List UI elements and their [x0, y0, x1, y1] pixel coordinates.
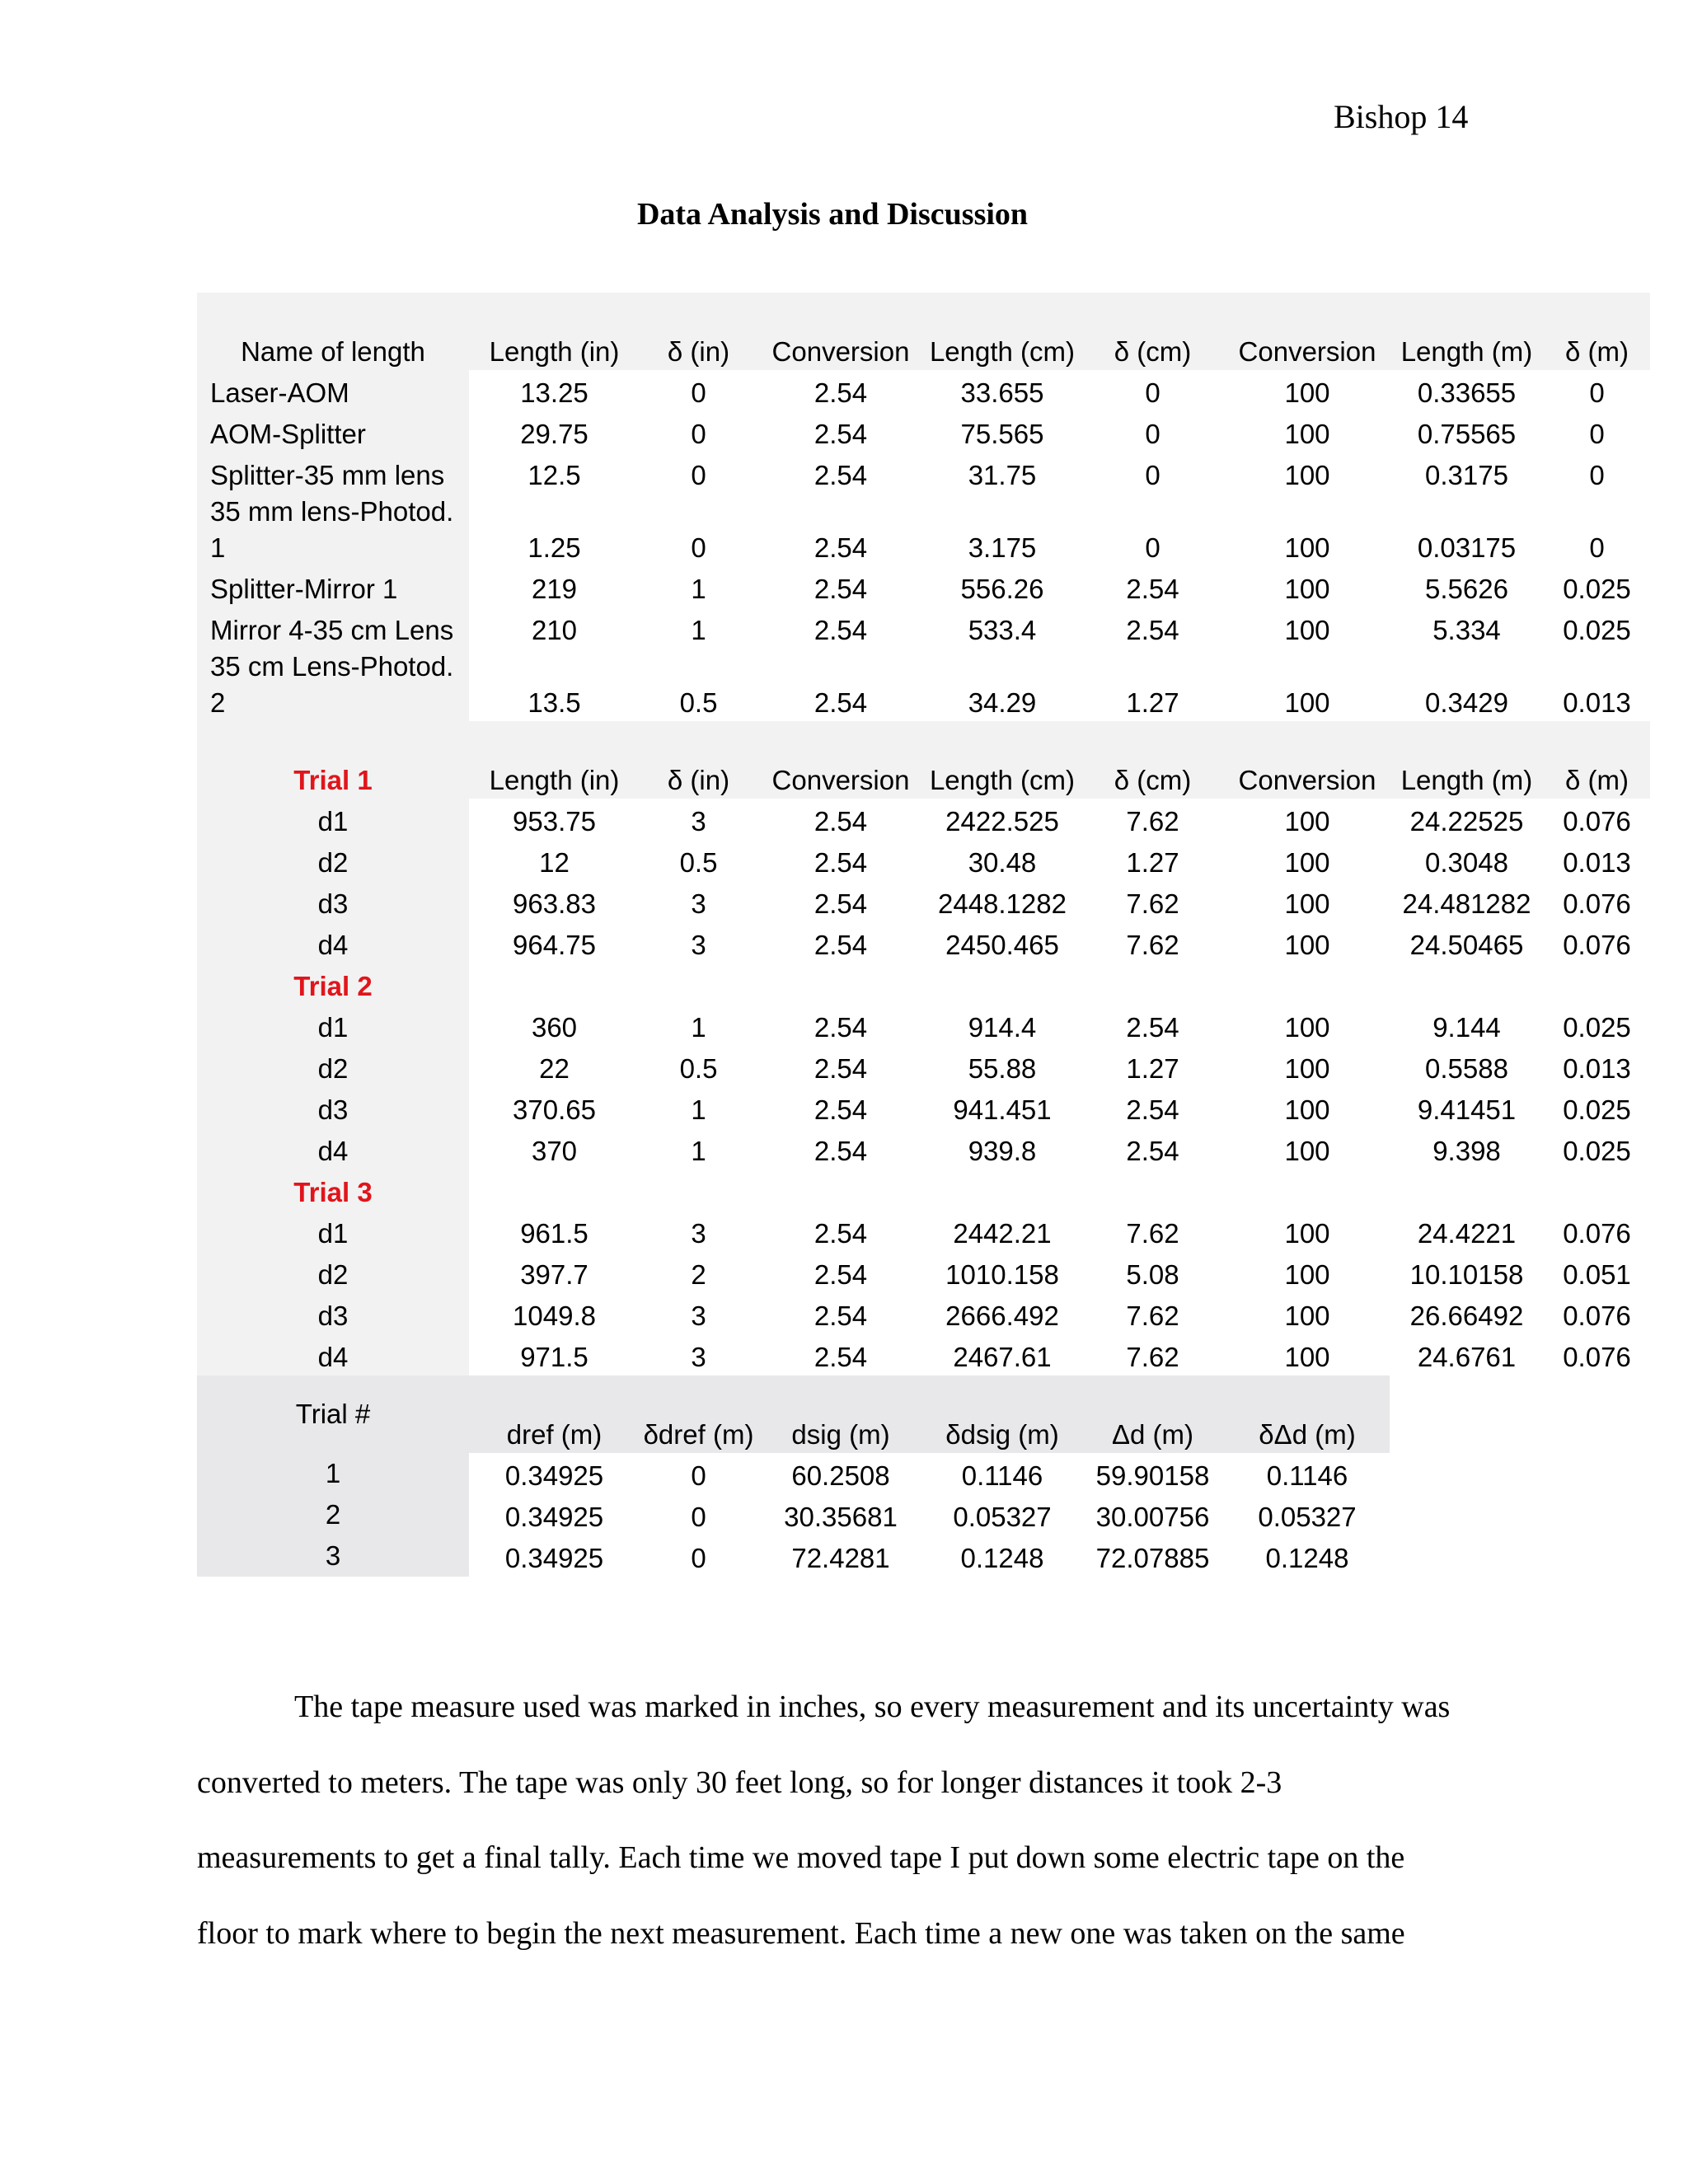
table-cell: 0.025: [1563, 1094, 1631, 1125]
table-cell: 0.013: [1563, 687, 1631, 718]
table-cell: 1.27: [1126, 687, 1179, 718]
table-row: [197, 1046, 1650, 1087]
table-cell: 100: [1284, 847, 1330, 878]
table-cell: 100: [1284, 1259, 1330, 1290]
table-cell: 100: [1284, 1342, 1330, 1372]
table-cell: 0.025: [1563, 615, 1631, 645]
table-cell: 971.5: [520, 1342, 588, 1372]
table-cell: 2.54: [1126, 574, 1179, 604]
table-cell: 2.54: [1126, 1094, 1179, 1125]
row-label: 35 mm lens-Photod. 1: [197, 494, 469, 566]
table-row: [197, 370, 1650, 411]
table-cell: 12: [539, 847, 570, 878]
table-cell: 533.4: [968, 615, 1037, 645]
column-header: δΔd (m): [1225, 1376, 1390, 1453]
trial-label-row: [197, 963, 1650, 1005]
table-cell: 5.5626: [1425, 574, 1508, 604]
page-number: Bishop 14: [1334, 98, 1469, 135]
table-cell: 0.013: [1563, 1053, 1631, 1084]
column-header: Length (cm): [924, 721, 1081, 799]
table-cell: 2.54: [814, 532, 868, 563]
table-row: [197, 922, 1650, 963]
table-cell: 2448.1282: [938, 888, 1067, 919]
table-cell: 29.75: [520, 419, 588, 449]
row-label: d1: [197, 1211, 469, 1252]
table-header-row: [197, 721, 1650, 799]
table-cell: 22: [539, 1053, 570, 1084]
table-cell: 72.4281: [791, 1543, 890, 1573]
table-cell: 12.5: [528, 460, 581, 490]
table-cell: 75.565: [960, 419, 1044, 449]
table-cell: 0.5: [679, 1053, 718, 1084]
table-cell: 9.41451: [1417, 1094, 1517, 1125]
table-cell: 7.62: [1126, 1342, 1179, 1372]
table-row: [197, 566, 1650, 607]
table-cell: 2.54: [814, 1136, 868, 1166]
table-cell: 0.076: [1563, 1342, 1631, 1372]
table-cell: 0.33655: [1417, 377, 1517, 408]
table-cell: 2.54: [814, 1301, 868, 1331]
table-cell: 13.25: [520, 377, 588, 408]
table-cell: 5.334: [1432, 615, 1501, 645]
trial-number: 2: [197, 1494, 469, 1535]
table-cell: 100: [1284, 574, 1330, 604]
table-cell: 2.54: [814, 806, 868, 837]
table-cell: 0: [691, 419, 706, 449]
table-row: [197, 607, 1650, 649]
column-header: Length (in): [469, 293, 640, 370]
row-label: 35 cm Lens-Photod. 2: [197, 649, 469, 721]
empty-cell: [1390, 1376, 1650, 1453]
column-header: Conversion: [757, 293, 924, 370]
table-cell: 0: [691, 1543, 706, 1573]
table-cell: 1.27: [1126, 1053, 1179, 1084]
column-header: δ (m): [1544, 721, 1650, 799]
table-cell: 2666.492: [945, 1301, 1059, 1331]
row-label: Mirror 4-35 cm Lens: [197, 607, 469, 649]
table-cell: 0.1248: [960, 1543, 1044, 1573]
table-row: [197, 649, 1650, 721]
table-cell: 2442.21: [953, 1218, 1052, 1249]
table-cell: 2.54: [814, 930, 868, 960]
table-cell: 72.07885: [1095, 1543, 1210, 1573]
table-cell: 0.34925: [504, 1502, 604, 1532]
row-label: d2: [197, 1046, 469, 1087]
row-label: d3: [197, 881, 469, 922]
table-cell: 0.1146: [1266, 1460, 1348, 1491]
column-header: δ (cm): [1081, 293, 1225, 370]
table-cell: 370.65: [513, 1094, 596, 1125]
row-label: d3: [197, 1293, 469, 1334]
row-label: d2: [197, 840, 469, 881]
table-cell: 939.8: [968, 1136, 1037, 1166]
row-label: d4: [197, 1128, 469, 1169]
table-cell: 0.03175: [1417, 532, 1517, 563]
table-cell: 3: [691, 1342, 706, 1372]
table-cell: 0.3429: [1425, 687, 1508, 718]
table-cell: 1.25: [528, 532, 581, 563]
table-cell: 2.54: [814, 847, 868, 878]
table-header-row: [197, 293, 1650, 370]
section-title: Data Analysis and Discussion: [636, 197, 1029, 232]
column-header: Length (m): [1390, 293, 1544, 370]
column-header: Name of length: [197, 293, 469, 370]
table-cell: 100: [1284, 377, 1330, 408]
table-cell: 2.54: [814, 1259, 868, 1290]
table-cell: 24.6761: [1417, 1342, 1517, 1372]
table-cell: 24.481282: [1402, 888, 1531, 919]
table-cell: 100: [1284, 1136, 1330, 1166]
table-cell: 100: [1284, 1301, 1330, 1331]
table-cell: 2422.525: [945, 806, 1059, 837]
table-cell: 0.5588: [1425, 1053, 1508, 1084]
table-cell: 0.05327: [1258, 1502, 1357, 1532]
column-header: δ (m): [1544, 293, 1650, 370]
table-row: [197, 1252, 1650, 1293]
empty-cell: [469, 963, 1650, 1005]
table-cell: 13.5: [528, 687, 581, 718]
table-cell: 100: [1284, 687, 1330, 718]
table-cell: 2.54: [814, 888, 868, 919]
table-cell: 60.2508: [791, 1460, 890, 1491]
table-row: [197, 1087, 1650, 1128]
summary-row: [197, 1494, 1650, 1535]
table-cell: 0: [691, 1502, 706, 1532]
table-cell: 556.26: [960, 574, 1044, 604]
table-cell: 360: [531, 1012, 578, 1043]
table-cell: 0.3048: [1425, 847, 1508, 878]
table-cell: 1: [691, 574, 706, 604]
table-cell: 0.025: [1563, 574, 1631, 604]
table-cell: 0.076: [1563, 806, 1631, 837]
table-cell: 1: [691, 1094, 706, 1125]
table-cell: 100: [1284, 1218, 1330, 1249]
table-cell: 0.013: [1563, 847, 1631, 878]
table-cell: 3: [691, 1218, 706, 1249]
table-cell: 2450.465: [945, 930, 1059, 960]
table-cell: 26.66492: [1409, 1301, 1524, 1331]
trial-number: 1: [197, 1453, 469, 1494]
table-cell: 0.1248: [1265, 1543, 1349, 1573]
table-row: [197, 1293, 1650, 1334]
trial-label: Trial 1: [197, 721, 469, 799]
table-row: [197, 881, 1650, 922]
column-header: δ (in): [640, 721, 757, 799]
table-row: [197, 1005, 1650, 1046]
table-cell: 2.54: [814, 419, 868, 449]
column-header: δdref (m): [640, 1376, 757, 1453]
table-cell: 3: [691, 888, 706, 919]
table-cell: 55.88: [968, 1053, 1037, 1084]
empty-cell: [1390, 1494, 1650, 1535]
table-cell: 0.05327: [953, 1502, 1052, 1532]
table-cell: 100: [1284, 615, 1330, 645]
table-cell: 100: [1284, 1012, 1330, 1043]
table-cell: 1.27: [1126, 847, 1179, 878]
table-cell: 0.025: [1563, 1012, 1631, 1043]
table-row: [197, 452, 1650, 494]
table-cell: 219: [531, 574, 578, 604]
column-header: Conversion: [757, 721, 924, 799]
table-cell: 0: [1589, 419, 1605, 449]
table-cell: 0: [1589, 460, 1605, 490]
table-cell: 24.50465: [1409, 930, 1524, 960]
table-cell: 397.7: [520, 1259, 588, 1290]
table-cell: 0.34925: [504, 1460, 604, 1491]
trial-label: Trial 3: [197, 1169, 469, 1211]
table-cell: 100: [1284, 888, 1330, 919]
table-cell: 34.29: [968, 687, 1037, 718]
table-cell: 2.54: [814, 687, 868, 718]
table-cell: 0.076: [1563, 930, 1631, 960]
summary-row: [197, 1453, 1650, 1494]
table-cell: 3.175: [968, 532, 1037, 563]
table-cell: 2: [691, 1259, 706, 1290]
table-cell: 2.54: [814, 1094, 868, 1125]
column-header: dsig (m): [757, 1376, 924, 1453]
table-cell: 33.655: [960, 377, 1044, 408]
trial-number: 3: [197, 1535, 469, 1577]
column-header: Length (in): [469, 721, 640, 799]
table-cell: 2.54: [1126, 1136, 1179, 1166]
table-cell: 100: [1284, 930, 1330, 960]
column-header: Length (cm): [924, 293, 1081, 370]
column-header: δ (in): [640, 293, 757, 370]
summary-row: [197, 1535, 1650, 1577]
table-cell: 30.00756: [1095, 1502, 1210, 1532]
empty-cell: [469, 1169, 1650, 1211]
table-cell: 964.75: [513, 930, 596, 960]
table-cell: 100: [1284, 532, 1330, 563]
table-cell: 59.90158: [1095, 1460, 1210, 1491]
column-header: dref (m): [469, 1376, 640, 1453]
table-cell: 31.75: [968, 460, 1037, 490]
table-cell: 10.10158: [1409, 1259, 1524, 1290]
table-cell: 3: [691, 806, 706, 837]
table-row: [197, 840, 1650, 881]
table-cell: 0.1146: [961, 1460, 1043, 1491]
table-cell: 914.4: [968, 1012, 1037, 1043]
table-cell: 24.22525: [1409, 806, 1524, 837]
table-cell: 0: [691, 532, 706, 563]
table-cell: 100: [1284, 419, 1330, 449]
column-header: δ (cm): [1081, 721, 1225, 799]
row-label: d2: [197, 1252, 469, 1293]
table-cell: 9.398: [1432, 1136, 1501, 1166]
table-cell: 0.75565: [1417, 419, 1517, 449]
table-cell: 0: [1145, 377, 1160, 408]
trial-label: Trial 2: [197, 963, 469, 1005]
table-cell: 0: [1589, 377, 1605, 408]
table-cell: 7.62: [1126, 930, 1179, 960]
row-label: d3: [197, 1087, 469, 1128]
table-cell: 0.3175: [1425, 460, 1508, 490]
discussion-paragraph: The tape measure used was marked in inches, so every measurement and its uncertainty was converted to meters. The tape was only 30 feet long, so for longer distances it took 2-3 measurements to get a final tally. Each time we moved tape I put down some electric tape on the floor to mark where to begin the next measurement. Each time a new one was taken on the same: [197, 1690, 1451, 1951]
table-cell: 0: [1145, 460, 1160, 490]
table-cell: 0: [1145, 419, 1160, 449]
table-cell: 0.076: [1563, 888, 1631, 919]
table-cell: 0: [1589, 532, 1605, 563]
table-cell: 7.62: [1126, 1218, 1179, 1249]
table-cell: 0.051: [1563, 1259, 1631, 1290]
table-cell: 7.62: [1126, 888, 1179, 919]
table-cell: 100: [1284, 806, 1330, 837]
row-label: Laser-AOM: [197, 370, 469, 411]
table-row: [197, 1334, 1650, 1376]
table-cell: 2.54: [814, 615, 868, 645]
table-cell: 0.34925: [504, 1543, 604, 1573]
table-cell: 0: [1145, 532, 1160, 563]
table-cell: 2.54: [814, 1218, 868, 1249]
table-cell: 100: [1284, 1094, 1330, 1125]
column-header: Δd (m): [1081, 1376, 1225, 1453]
table-cell: 941.451: [953, 1094, 1052, 1125]
row-label: d1: [197, 1005, 469, 1046]
table-cell: 0.5: [679, 687, 718, 718]
column-header: Conversion: [1225, 721, 1390, 799]
row-label: Splitter-35 mm lens: [197, 452, 469, 494]
table-row: [197, 1128, 1650, 1169]
table-cell: 2.54: [814, 1053, 868, 1084]
table-cell: 961.5: [520, 1218, 588, 1249]
table-cell: 2.54: [814, 1012, 868, 1043]
column-header: Conversion: [1225, 293, 1390, 370]
table-cell: 953.75: [513, 806, 596, 837]
table-cell: 24.4221: [1417, 1218, 1517, 1249]
table-cell: 7.62: [1126, 1301, 1179, 1331]
table-cell: 370: [531, 1136, 578, 1166]
table-row: [197, 494, 1650, 566]
table-cell: 2.54: [814, 1342, 868, 1372]
row-label: d1: [197, 799, 469, 840]
column-header: Length (m): [1390, 721, 1544, 799]
table-cell: 9.144: [1432, 1012, 1501, 1043]
row-label: AOM-Splitter: [197, 411, 469, 452]
table-cell: 1049.8: [513, 1301, 596, 1331]
table-cell: 100: [1284, 1053, 1330, 1084]
table-row: [197, 411, 1650, 452]
empty-cell: [1390, 1453, 1650, 1494]
measurement-table: [197, 293, 1650, 1577]
table-cell: 0: [691, 377, 706, 408]
table-cell: 1010.158: [945, 1259, 1059, 1290]
table-cell: 0.5: [679, 847, 718, 878]
table-cell: 1: [691, 615, 706, 645]
table-cell: 30.48: [968, 847, 1037, 878]
table-cell: 0.076: [1563, 1218, 1631, 1249]
row-label: d4: [197, 922, 469, 963]
table-cell: 30.35681: [784, 1502, 898, 1532]
table-cell: 2.54: [814, 377, 868, 408]
table-cell: 100: [1284, 460, 1330, 490]
table-cell: 2.54: [1126, 1012, 1179, 1043]
table-cell: 2.54: [1126, 615, 1179, 645]
table-cell: 1: [691, 1012, 706, 1043]
table-cell: 3: [691, 1301, 706, 1331]
table-cell: 1: [691, 1136, 706, 1166]
table-cell: 0.076: [1563, 1301, 1631, 1331]
table-cell: 0.025: [1563, 1136, 1631, 1166]
row-label: Splitter-Mirror 1: [197, 566, 469, 607]
table-cell: 2.54: [814, 460, 868, 490]
empty-cell: [1390, 1535, 1650, 1577]
column-header: Trial #: [197, 1376, 469, 1453]
trial-label-row: [197, 1169, 1650, 1211]
table-cell: 2.54: [814, 574, 868, 604]
table-cell: 0: [691, 460, 706, 490]
row-label: d4: [197, 1334, 469, 1376]
table-cell: 2467.61: [953, 1342, 1052, 1372]
table-row: [197, 1211, 1650, 1252]
table-cell: 210: [531, 615, 578, 645]
column-header: δdsig (m): [924, 1376, 1081, 1453]
table-cell: 963.83: [513, 888, 596, 919]
table-cell: 3: [691, 930, 706, 960]
table-cell: 7.62: [1126, 806, 1179, 837]
summary-header-row: [197, 1376, 1650, 1453]
table-row: [197, 799, 1650, 840]
table-cell: 0: [691, 1460, 706, 1491]
table-cell: 5.08: [1126, 1259, 1179, 1290]
